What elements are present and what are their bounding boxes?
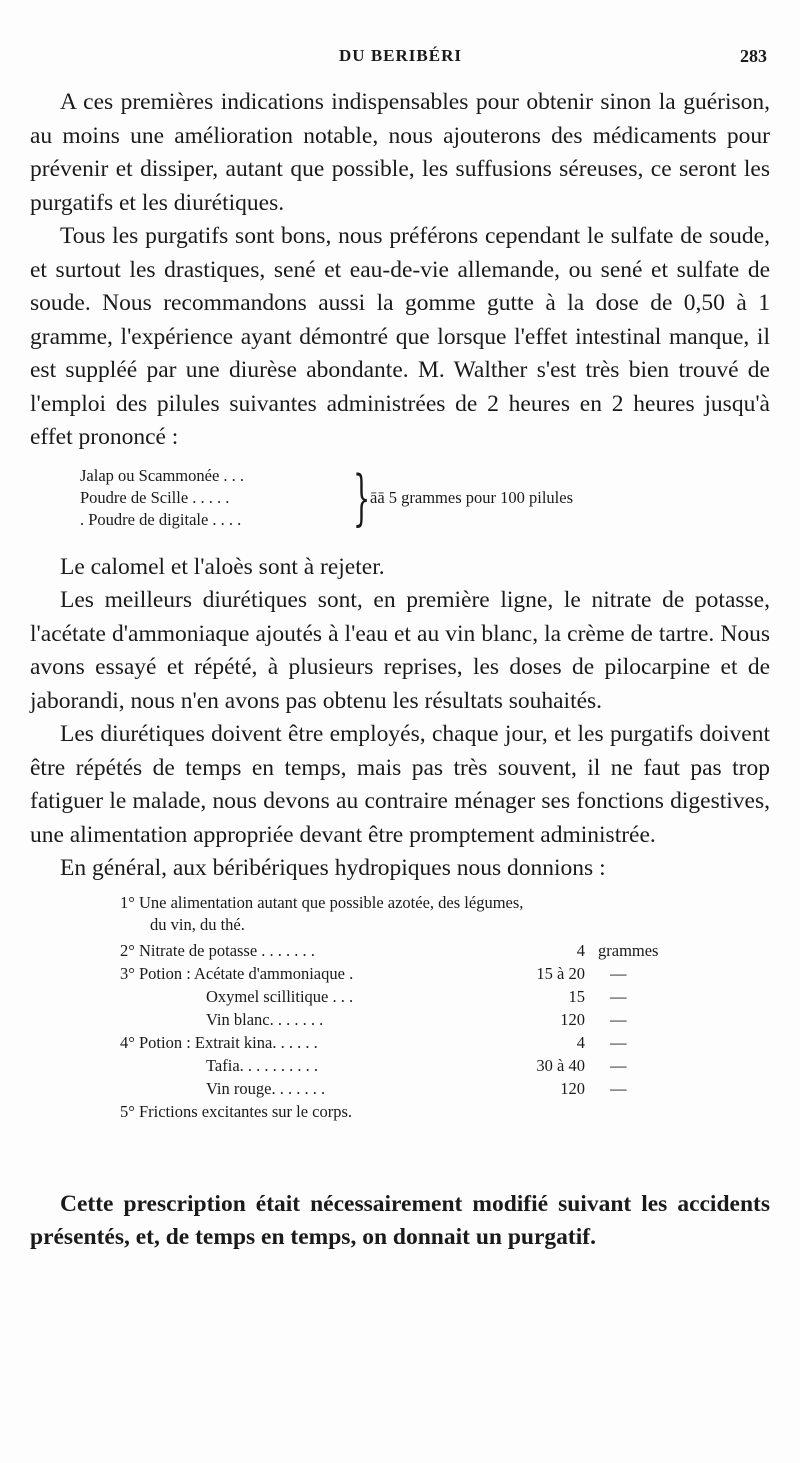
- rx-item-3b-label: Oxymel scillitique . . .: [206, 986, 354, 1006]
- rx-item-3b-qty: 15: [568, 986, 585, 1006]
- rx-item-4b-unit: —: [610, 1055, 627, 1075]
- pill-recipe-items: [80, 465, 244, 531]
- rx-item-4b-qty: 30 à 40: [536, 1055, 585, 1075]
- recipe-dose: āā 5 grammes pour 100 pilules: [370, 487, 573, 507]
- paragraph-2: Tous les purgatifs sont bons, nous préférons cependant le sulfate de soude, et surtout les drastiques, sené et eau-de-vie allemande, ou sené et sulfate de soude. Nous recommandons aussi la gomme gutte à la dose de 0,50 à 1 gramme, l'expérience ayant démontré que lorsque l'effet intestinal manque, il est suppléé par une diurèse abondante. M. Walther s'est très bien trouvé de l'emploi des pilules suivantes administrées de 2 heures en 2 heures jusqu'à effet prononcé :: [30, 223, 770, 450]
- recipe-item-digitale: . Poudre de digitale . . . .: [80, 509, 242, 529]
- rx-item-4c-label: Vin rouge. . . . . . .: [206, 1078, 326, 1098]
- paragraph-5: Les diurétiques doivent être employés, chaque jour, et les purgatifs doivent être répétés de temps en temps, mais pas très souvent, il ne faut pas trop fatiguer le malade, nous devons au contraire ménager ses fonctions digestives, une alimentation appropriée devant être promptement administrée.: [30, 721, 770, 848]
- rx-item-4-qty: 4: [576, 1032, 585, 1052]
- page-number: 283: [740, 46, 767, 66]
- recipe-brace: }: [353, 462, 371, 533]
- rx-item-3-unit: —: [610, 963, 627, 983]
- rx-item-3-label: 3° Potion : Acétate d'ammoniaque .: [120, 963, 354, 983]
- running-head: [28, 46, 773, 74]
- rx-item-5: 5° Frictions excitantes sur le corps.: [120, 1101, 353, 1121]
- rx-item-3b-unit: —: [610, 986, 627, 1006]
- rx-item-2-label: 2° Nitrate de potasse . . . . . . .: [120, 940, 315, 960]
- prescription-list: [30, 892, 770, 1184]
- running-title: DU BERIBÉRI: [339, 46, 462, 65]
- rx-item-1-line-2: du vin, du thé.: [150, 914, 245, 934]
- rx-item-2-unit: grammes: [598, 940, 659, 960]
- rx-item-4c-unit: —: [610, 1078, 627, 1098]
- rx-item-3c-label: Vin blanc. . . . . . .: [206, 1009, 324, 1029]
- rx-item-3c-unit: —: [610, 1009, 627, 1029]
- rx-item-3-qty: 15 à 20: [536, 963, 585, 983]
- rx-item-2-qty: 4: [576, 940, 585, 960]
- recipe-item-scille: Poudre de Scille . . . . .: [80, 487, 230, 507]
- paragraph-1: A ces premières indications indispensables pour obtenir sinon la guérison, au moins une amélioration notable, nous ajouterons des médicaments pour prévenir et dissiper, autant que possible, les suffusions séreuses, ce seront les purgatifs et les diurétiques.: [30, 89, 770, 216]
- recipe-item-jalap: Jalap ou Scammonée . . .: [80, 465, 245, 485]
- paragraph-7: Cette prescription était nécessairement modifié suivant les accidents présentés, et, de temps en temps, on donnait un purgatif.: [30, 1190, 770, 1250]
- paragraph-3: Le calomel et l'aloès sont à rejeter.: [60, 553, 385, 580]
- rx-item-4-label: 4° Potion : Extrait kina. . . . . .: [120, 1032, 318, 1052]
- rx-item-3c-qty: 120: [560, 1009, 585, 1029]
- paragraph-6: En général, aux béribériques hydropiques nous donnions :: [60, 855, 606, 881]
- body-text: [30, 86, 770, 1255]
- pill-recipe: [30, 462, 770, 541]
- paragraph-4: Les meilleurs diurétiques sont, en première ligne, le nitrate de potasse, l'acétate d'ammoniaque ajoutés à l'eau et au vin blanc, la crème de tartre. Nous avons essayé et répété, à plusieurs reprises, les doses de pilocarpine et de jaborandi, nous n'en avons pas obtenu les résultats souhaités.: [30, 587, 770, 714]
- rx-item-4c-qty: 120: [560, 1078, 585, 1098]
- rx-item-4b-label: Tafia. . . . . . . . . .: [206, 1055, 319, 1075]
- rx-item-1-line-1: 1° Une alimentation autant que possible azotée, des légumes,: [120, 892, 524, 912]
- rx-item-4-unit: —: [610, 1032, 627, 1052]
